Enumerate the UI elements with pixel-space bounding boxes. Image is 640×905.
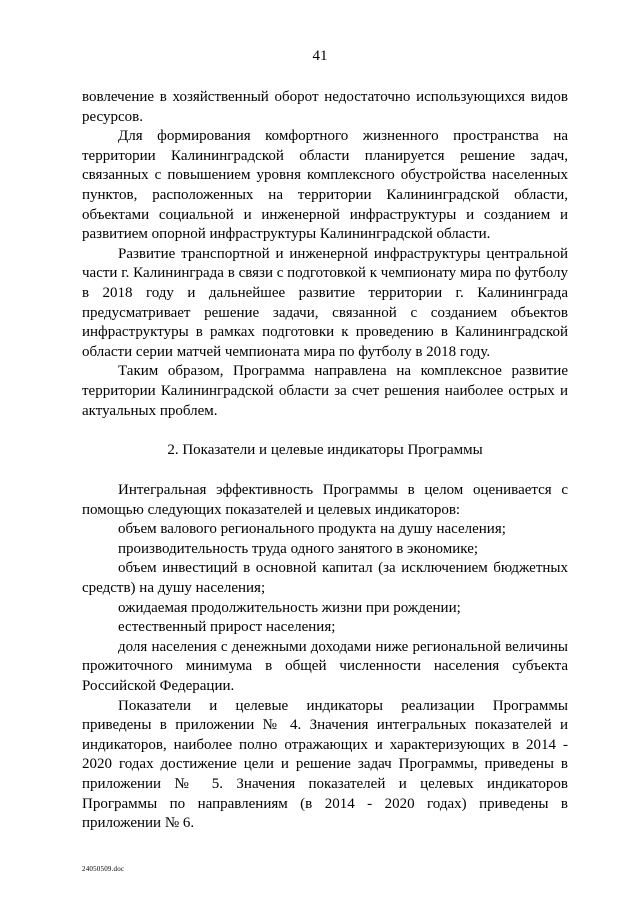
paragraphs-bottom [82,481,568,834]
paragraph: Показатели и целевые индикаторы реализации Программы приведены в приложении № 4. Значения интегральных показателей и индикаторов, наиболее полно отражающих и характеризующих в 2014 - 2020 годах достижение цели и решение задач Программы, приведены в приложении № 5. Значения показателей и целевых индикаторов Программы по направлениям (в 2014 - 2020 годах) приведены в приложении № 6. [82,697,568,832]
paragraph: объем инвестиций в основной капитал (за исключением бюджетных средств) на душу населения; [82,560,568,597]
paragraph: объем валового регионального продукта на душу населения; [118,521,506,538]
paragraphs-top [82,88,568,421]
document-body [82,88,568,834]
paragraph: доля населения с денежными доходами ниже региональной величины прожиточного минимума в общей численности населения субъекта Российской Федерации. [82,638,568,695]
footer-filename: 24050509.doc [82,865,125,873]
paragraph: ожидаемая продолжительность жизни при рождении; [118,599,461,616]
section-heading: 2. Показатели и целевые индикаторы Программы [167,442,483,459]
paragraph: Таким образом, Программа направлена на комплексное развитие территории Калининградской области за счет решения наиболее острых и актуальных проблем. [82,363,568,419]
paragraph: Интегральная эффективность Программы в целом оценивается с помощью следующих показателей и целевых индикаторов: [82,482,568,518]
paragraph: Развитие транспортной и инженерной инфраструктуры центральной части г. Калининграда в связи с подготовкой к чемпионату мира по футболу в 2018 году и дальнейшее развитие территории г. Калининграда предусматривает решение задачи, связанной с созданием объектов инфраструктуры в рамках подготовки к проведению в Калининградской области серии матчей чемпионата мира по футболу в 2018 году. [82,245,568,360]
paragraph: естественный прирост населения; [118,619,336,636]
paragraph: Для формирования комфортного жизненного пространства на территории Калининградской области планируется решение задач, связанных с повышением уровня комплексного обустройства населенных пунктов, расположенных на территории Калининградской области, объектами социальной и инженерной инфраструктуры и созданием и развитием опорной инфраструктуры Калининградской области. [82,128,568,243]
paragraph: производительность труда одного занятого в экономике; [118,540,479,557]
page-number: 41 [312,48,328,64]
paragraph: вовлечение в хозяйственный оборот недостаточно использующихся видов ресурсов. [82,89,568,125]
